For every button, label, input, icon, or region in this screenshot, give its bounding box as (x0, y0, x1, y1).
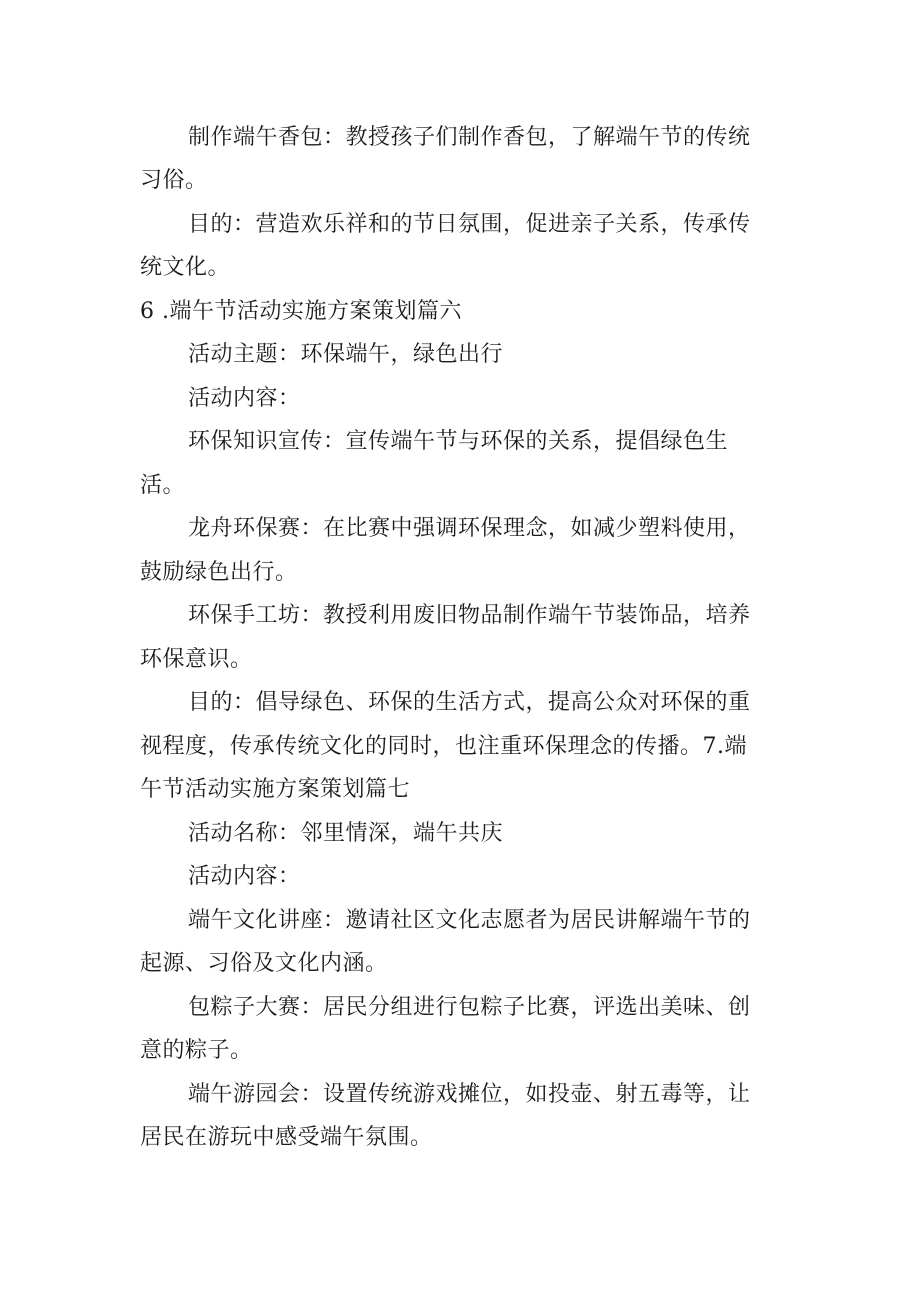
paragraph-line: 活动内容： (188, 864, 301, 889)
paragraph-line: 环保手工坊：教授利用废旧物品制作端午节装饰品，培养 (188, 603, 751, 628)
section-heading: 午节活动实施方案策划篇七 (140, 777, 411, 802)
paragraph-line: 包粽子大赛：居民分组进行包粽子比赛，评选出美味、创 (188, 995, 751, 1020)
paragraph-line: 鼓励绿色出行。 (140, 560, 298, 585)
section-heading: 6 .端午节活动实施方案策划篇六 (140, 299, 462, 324)
paragraph-line: 意的粽子。 (140, 1038, 253, 1063)
paragraph-line: 习俗。 (140, 168, 208, 193)
paragraph-line: 环保意识。 (140, 647, 253, 672)
paragraph-line: 目的：倡导绿色、环保的生活方式，提高公众对环保的重 (188, 690, 751, 715)
paragraph-line: 龙舟环保赛：在比赛中强调环保理念，如减少塑料使用， (188, 516, 751, 541)
paragraph-line: 端午游园会：设置传统游戏摊位，如投壶、射五毒等，让 (188, 1082, 751, 1107)
paragraph-line: 环保知识宣传：宣传端午节与环保的关系，提倡绿色生 (188, 429, 729, 454)
paragraph-line: 活动名称：邻里情深，端午共庆 (188, 821, 504, 846)
paragraph-line: 视程度，传承传统文化的同时，也注重环保理念的传播。7.端 (140, 734, 747, 759)
paragraph-line: 活动主题：环保端午，绿色出行 (188, 342, 504, 367)
paragraph-line: 居民在游玩中感受端午氛围。 (140, 1125, 433, 1150)
paragraph-line: 制作端午香包：教授孩子们制作香包，了解端午节的传统 (188, 125, 751, 150)
paragraph-line: 端午文化讲座：邀请社区文化志愿者为居民讲解端午节的 (188, 908, 751, 933)
paragraph-line: 目的：营造欢乐祥和的节日氛围，促进亲子关系，传承传 (188, 212, 751, 237)
paragraph-line: 统文化。 (140, 255, 231, 280)
paragraph-line: 起源、习俗及文化内涵。 (140, 951, 388, 976)
paragraph-line: 活。 (140, 473, 186, 498)
paragraph-line: 活动内容： (188, 386, 301, 411)
